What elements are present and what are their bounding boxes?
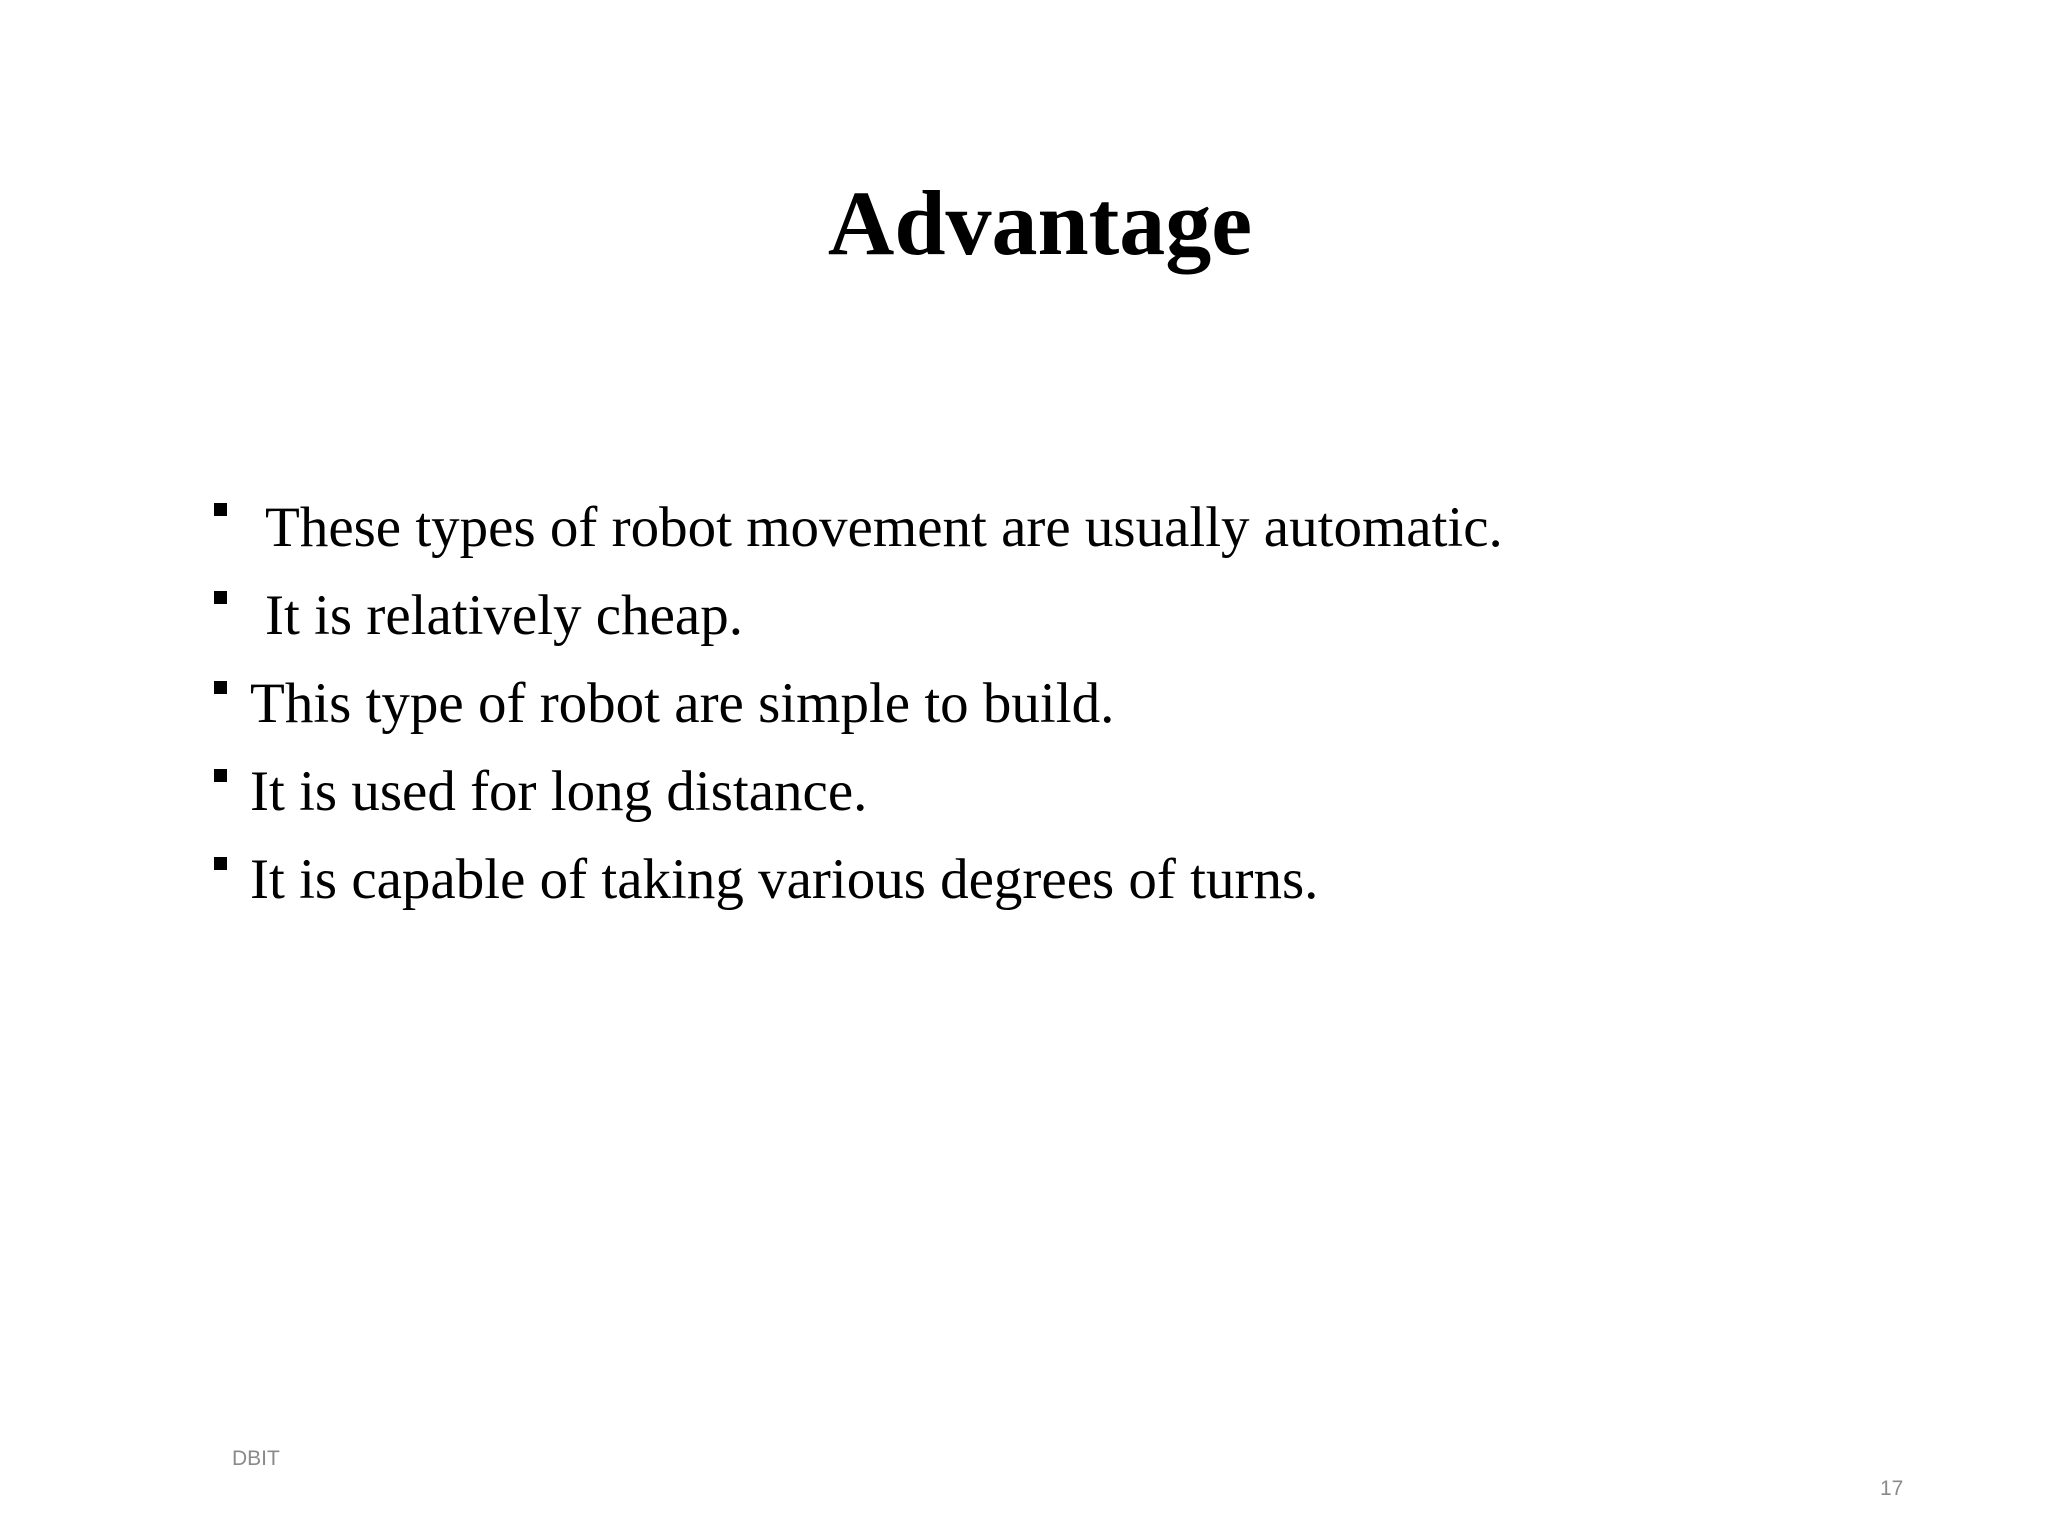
square-bullet-icon	[214, 591, 227, 604]
bullet-text: These types of robot movement are usually automatic.	[265, 496, 1503, 559]
bullet-text: It is capable of taking various degrees of turns.	[250, 848, 1319, 911]
list-item	[214, 836, 1914, 924]
square-bullet-icon	[214, 769, 227, 782]
footer-label: DBIT	[232, 1447, 280, 1470]
square-bullet-icon	[214, 857, 227, 870]
list-item	[214, 748, 1914, 836]
list-item	[214, 484, 1914, 572]
bullet-list	[214, 484, 1914, 924]
square-bullet-icon	[214, 503, 227, 516]
slide-title: Advantage	[827, 172, 1253, 274]
list-item	[214, 572, 1914, 660]
bullet-text: It is used for long distance.	[250, 760, 868, 823]
page-number: 17	[1880, 1477, 1904, 1500]
square-bullet-icon	[214, 681, 227, 694]
bullet-text: This type of robot are simple to build.	[250, 672, 1115, 735]
bullet-text: It is relatively cheap.	[265, 584, 743, 647]
list-item	[214, 660, 1914, 748]
